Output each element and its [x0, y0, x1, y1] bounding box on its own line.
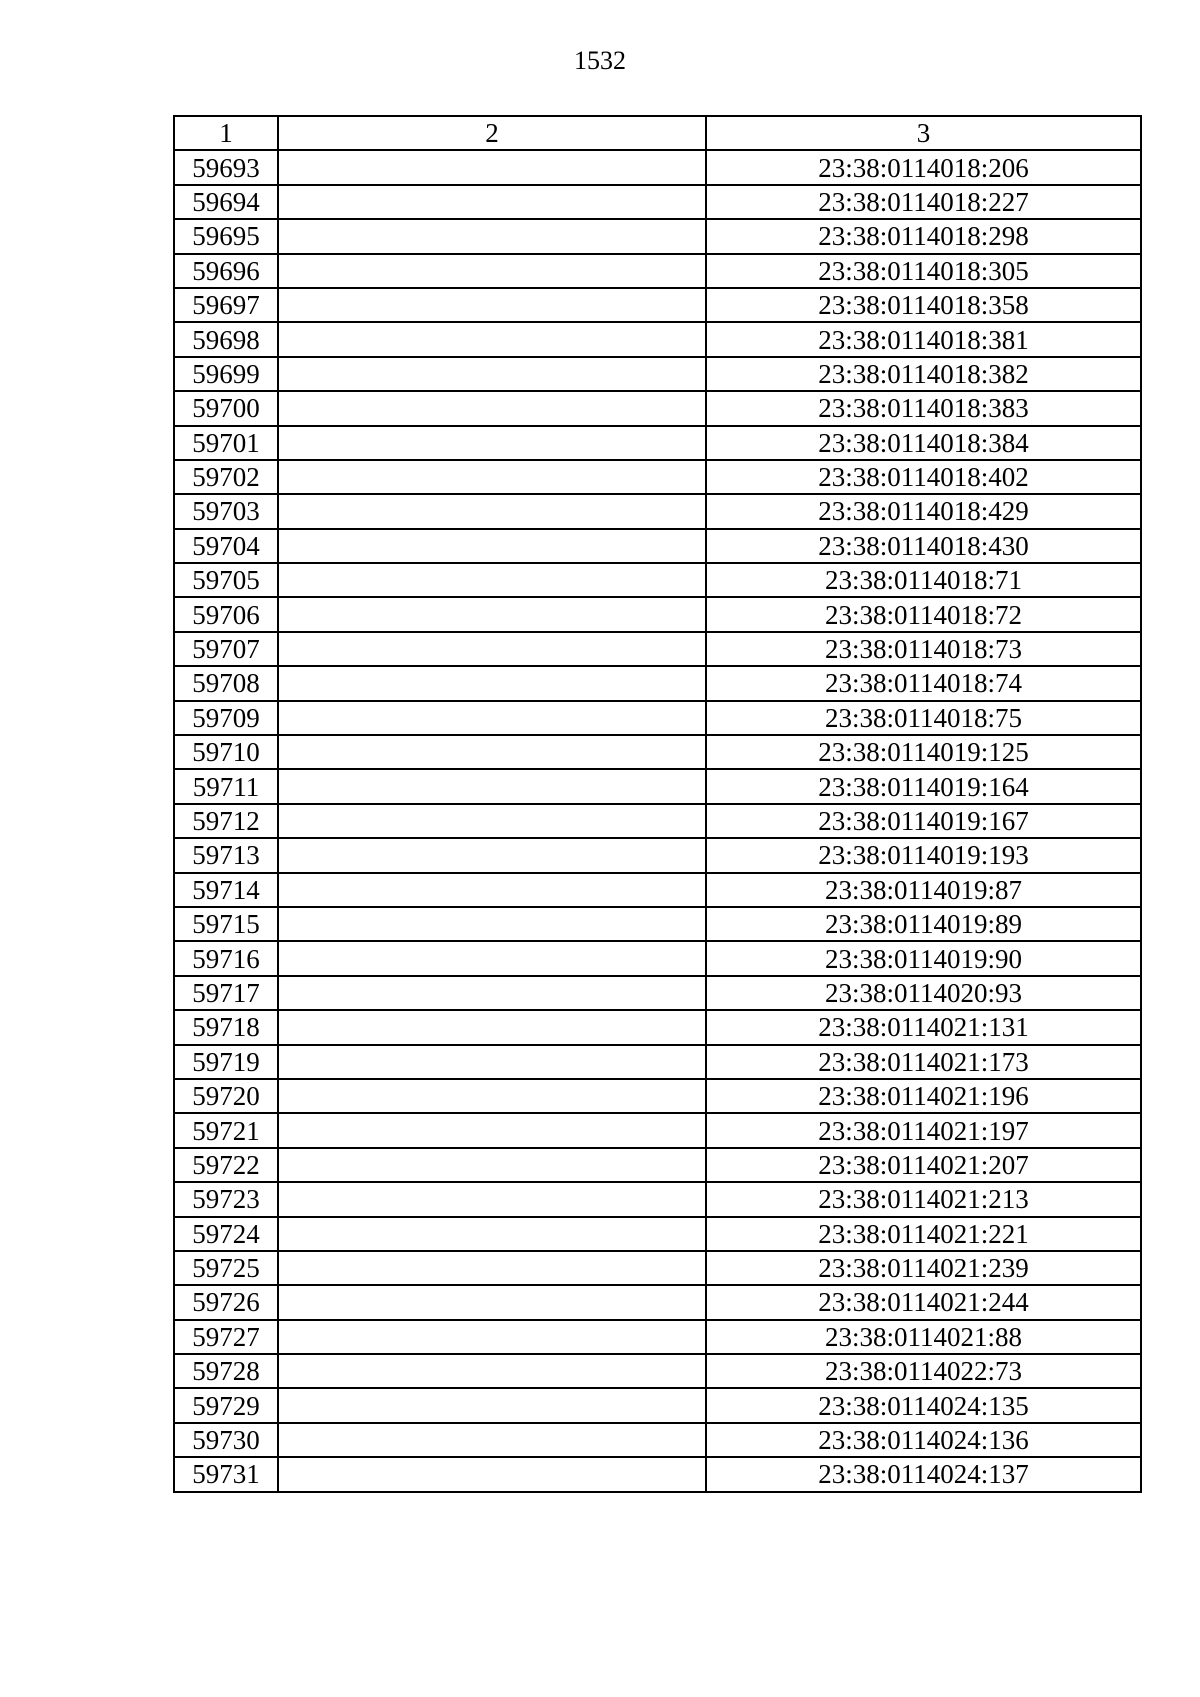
row-number-cell: 59720: [174, 1079, 278, 1113]
cadastral-number-cell: 23:38:0114019:193: [706, 838, 1141, 872]
row-number-cell: 59709: [174, 701, 278, 735]
description-cell: [278, 460, 706, 494]
row-number-cell: 59710: [174, 735, 278, 769]
row-number-cell: 59718: [174, 1010, 278, 1044]
description-cell: [278, 563, 706, 597]
cadastral-number-cell: 23:38:0114019:125: [706, 735, 1141, 769]
cadastral-number-cell: 23:38:0114024:135: [706, 1388, 1141, 1422]
table-row: [174, 1423, 1141, 1457]
row-number-cell: 59696: [174, 254, 278, 288]
table-row: [174, 941, 1141, 975]
description-cell: [278, 288, 706, 322]
column-header-3: 3: [706, 116, 1141, 150]
row-number-cell: 59721: [174, 1113, 278, 1147]
table-row: [174, 666, 1141, 700]
row-number-cell: 59723: [174, 1182, 278, 1216]
cadastral-number-cell: 23:38:0114021:88: [706, 1320, 1141, 1354]
table-row: [174, 976, 1141, 1010]
description-cell: [278, 1045, 706, 1079]
table-row: [174, 1285, 1141, 1319]
row-number-cell: 59725: [174, 1251, 278, 1285]
row-number-cell: 59700: [174, 391, 278, 425]
table-row: [174, 1079, 1141, 1113]
row-number-cell: 59704: [174, 529, 278, 563]
table-header-row: [174, 116, 1141, 150]
cadastral-number-cell: 23:38:0114018:430: [706, 529, 1141, 563]
row-number-cell: 59697: [174, 288, 278, 322]
row-number-cell: 59708: [174, 666, 278, 700]
table-row: [174, 254, 1141, 288]
table-row: [174, 1217, 1141, 1251]
row-number-cell: 59727: [174, 1320, 278, 1354]
description-cell: [278, 529, 706, 563]
table-row: [174, 1010, 1141, 1044]
table-row: [174, 150, 1141, 184]
row-number-cell: 59698: [174, 322, 278, 356]
description-cell: [278, 769, 706, 803]
cadastral-number-cell: 23:38:0114021:244: [706, 1285, 1141, 1319]
description-cell: [278, 391, 706, 425]
row-number-cell: 59722: [174, 1148, 278, 1182]
table-row: [174, 1251, 1141, 1285]
table-row: [174, 1045, 1141, 1079]
cadastral-number-cell: 23:38:0114018:206: [706, 150, 1141, 184]
cadastral-number-cell: 23:38:0114018:402: [706, 460, 1141, 494]
description-cell: [278, 1251, 706, 1285]
table-row: [174, 804, 1141, 838]
row-number-cell: 59730: [174, 1423, 278, 1457]
row-number-cell: 59717: [174, 976, 278, 1010]
cadastral-number-cell: 23:38:0114018:74: [706, 666, 1141, 700]
table-row: [174, 1182, 1141, 1216]
description-cell: [278, 219, 706, 253]
cadastral-number-cell: 23:38:0114019:89: [706, 907, 1141, 941]
page-number: 1532: [574, 46, 626, 75]
table-row: [174, 219, 1141, 253]
description-cell: [278, 150, 706, 184]
row-number-cell: 59712: [174, 804, 278, 838]
description-cell: [278, 1113, 706, 1147]
cadastral-number-cell: 23:38:0114021:239: [706, 1251, 1141, 1285]
row-number-cell: 59693: [174, 150, 278, 184]
table-row: [174, 769, 1141, 803]
description-cell: [278, 1320, 706, 1354]
description-cell: [278, 357, 706, 391]
description-cell: [278, 907, 706, 941]
cadastral-number-cell: 23:38:0114018:75: [706, 701, 1141, 735]
table-row: [174, 322, 1141, 356]
cadastral-number-cell: 23:38:0114019:90: [706, 941, 1141, 975]
row-number-cell: 59694: [174, 185, 278, 219]
cadastral-number-cell: 23:38:0114021:196: [706, 1079, 1141, 1113]
table-row: [174, 391, 1141, 425]
cadastral-number-cell: 23:38:0114018:382: [706, 357, 1141, 391]
description-cell: [278, 1079, 706, 1113]
cadastral-number-cell: 23:38:0114021:213: [706, 1182, 1141, 1216]
column-header-1: 1: [174, 116, 278, 150]
description-cell: [278, 838, 706, 872]
description-cell: [278, 735, 706, 769]
description-cell: [278, 597, 706, 631]
table-row: [174, 1320, 1141, 1354]
cadastral-number-cell: 23:38:0114021:197: [706, 1113, 1141, 1147]
description-cell: [278, 941, 706, 975]
cadastral-number-cell: 23:38:0114018:358: [706, 288, 1141, 322]
description-cell: [278, 1388, 706, 1422]
description-cell: [278, 976, 706, 1010]
table-row: [174, 1113, 1141, 1147]
description-cell: [278, 1148, 706, 1182]
row-number-cell: 59707: [174, 632, 278, 666]
cadastral-number-cell: 23:38:0114018:227: [706, 185, 1141, 219]
row-number-cell: 59715: [174, 907, 278, 941]
table-row: [174, 632, 1141, 666]
cadastral-number-cell: 23:38:0114018:298: [706, 219, 1141, 253]
table-row: [174, 838, 1141, 872]
description-cell: [278, 1423, 706, 1457]
table-row: [174, 907, 1141, 941]
row-number-cell: 59701: [174, 426, 278, 460]
cadastral-number-cell: 23:38:0114024:136: [706, 1423, 1141, 1457]
cadastral-number-cell: 23:38:0114018:384: [706, 426, 1141, 460]
table-row: [174, 1148, 1141, 1182]
table-row: [174, 1457, 1141, 1491]
row-number-cell: 59706: [174, 597, 278, 631]
table-body: [174, 150, 1141, 1491]
description-cell: [278, 1217, 706, 1251]
description-cell: [278, 1285, 706, 1319]
cadastral-number-cell: 23:38:0114021:221: [706, 1217, 1141, 1251]
description-cell: [278, 426, 706, 460]
description-cell: [278, 632, 706, 666]
description-cell: [278, 1010, 706, 1044]
table-row: [174, 563, 1141, 597]
description-cell: [278, 1182, 706, 1216]
row-number-cell: 59724: [174, 1217, 278, 1251]
table-row: [174, 357, 1141, 391]
cadastral-number-cell: 23:38:0114018:381: [706, 322, 1141, 356]
row-number-cell: 59714: [174, 873, 278, 907]
row-number-cell: 59695: [174, 219, 278, 253]
description-cell: [278, 873, 706, 907]
cadastral-number-cell: 23:38:0114018:72: [706, 597, 1141, 631]
table-row: [174, 460, 1141, 494]
row-number-cell: 59719: [174, 1045, 278, 1079]
cadastral-number-cell: 23:38:0114018:383: [706, 391, 1141, 425]
description-cell: [278, 185, 706, 219]
row-number-cell: 59702: [174, 460, 278, 494]
description-cell: [278, 494, 706, 528]
table-row: [174, 1388, 1141, 1422]
registry-table: [173, 115, 1142, 1493]
row-number-cell: 59716: [174, 941, 278, 975]
cadastral-number-cell: 23:38:0114019:164: [706, 769, 1141, 803]
row-number-cell: 59699: [174, 357, 278, 391]
row-number-cell: 59711: [174, 769, 278, 803]
table-row: [174, 529, 1141, 563]
row-number-cell: 59705: [174, 563, 278, 597]
table-row: [174, 494, 1141, 528]
description-cell: [278, 666, 706, 700]
table-row: [174, 873, 1141, 907]
table-row: [174, 735, 1141, 769]
table-row: [174, 288, 1141, 322]
row-number-cell: 59726: [174, 1285, 278, 1319]
description-cell: [278, 1457, 706, 1491]
table-row: [174, 597, 1141, 631]
cadastral-number-cell: 23:38:0114019:167: [706, 804, 1141, 838]
column-header-2: 2: [278, 116, 706, 150]
row-number-cell: 59713: [174, 838, 278, 872]
cadastral-number-cell: 23:38:0114019:87: [706, 873, 1141, 907]
description-cell: [278, 1354, 706, 1388]
cadastral-number-cell: 23:38:0114020:93: [706, 976, 1141, 1010]
row-number-cell: 59729: [174, 1388, 278, 1422]
cadastral-number-cell: 23:38:0114018:305: [706, 254, 1141, 288]
cadastral-number-cell: 23:38:0114018:71: [706, 563, 1141, 597]
cadastral-number-cell: 23:38:0114018:429: [706, 494, 1141, 528]
table-row: [174, 426, 1141, 460]
cadastral-number-cell: 23:38:0114018:73: [706, 632, 1141, 666]
row-number-cell: 59731: [174, 1457, 278, 1491]
cadastral-number-cell: 23:38:0114021:207: [706, 1148, 1141, 1182]
table-row: [174, 1354, 1141, 1388]
description-cell: [278, 254, 706, 288]
table-row: [174, 185, 1141, 219]
cadastral-number-cell: 23:38:0114021:131: [706, 1010, 1141, 1044]
description-cell: [278, 804, 706, 838]
description-cell: [278, 322, 706, 356]
cadastral-number-cell: 23:38:0114022:73: [706, 1354, 1141, 1388]
cadastral-number-cell: 23:38:0114021:173: [706, 1045, 1141, 1079]
row-number-cell: 59728: [174, 1354, 278, 1388]
description-cell: [278, 701, 706, 735]
table-row: [174, 701, 1141, 735]
row-number-cell: 59703: [174, 494, 278, 528]
cadastral-number-cell: 23:38:0114024:137: [706, 1457, 1141, 1491]
